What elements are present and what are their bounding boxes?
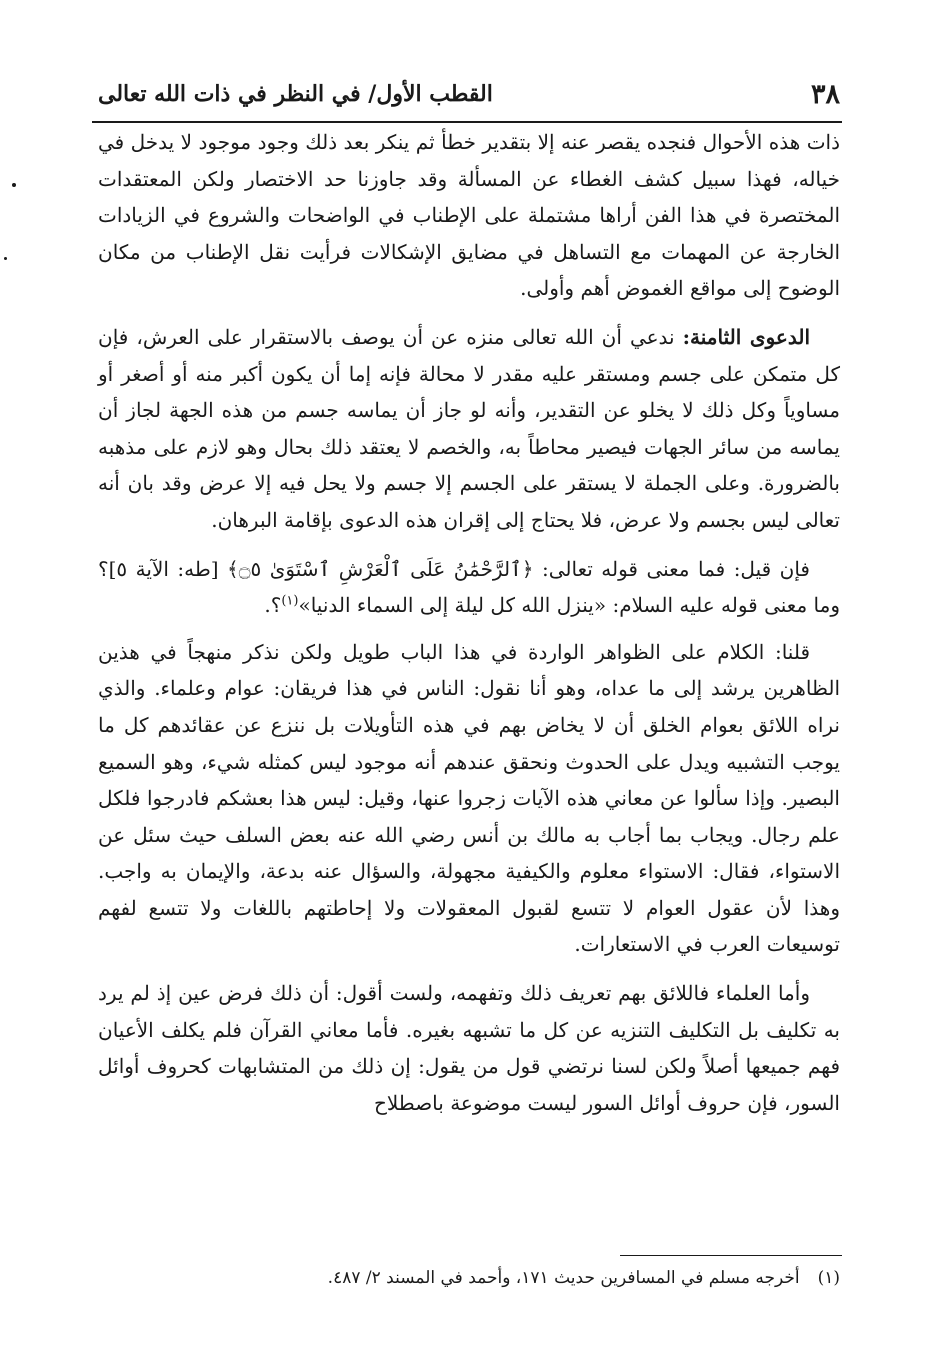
body-text: [98, 124, 840, 1133]
paragraph-text: ندعي أن الله تعالى منزه عن أن يوصف بالاستقرار على العرش، فإن كل متمكن على جسم ومستقر عليه مقدر لا محالة فإنه إما أن يكون أكبر منه أو أصغر أو مساوياً وكل ذلك لا يخلو عن التقدير، وأنه لو جاز أن يماسه جسم من هذه الجهة لجاز أن يماسه من سائر الجهات فيصير محاطاً به، والخصم لا يعتقد ذلك بحال وهو لازم على مذهبه بالضرورة. وعلى الجملة لا يستقر على الجسم إلا جسم ولا يحل فيه إلا عرض وقد بان أنه تعالى ليس بجسم ولا عرض، فلا يحتاج إلى إقران هذه الدعوى بإقامة البرهان.: [98, 324, 840, 532]
footnote-rule: [620, 1255, 842, 1256]
paragraph-text: قلنا: الكلام على الظواهر الواردة في هذا الباب طويل ولكن نذكر منهجاً في هذين الظاهرين يرشد إلى ما عداه، وهو أنا نقول: الناس في هذا فريقان: عوام وعلماء. والذي نراه اللائق بعوام الخلق أن لا يخاض بهم في هذه التأويلات بل ننزع عن عقائدهم كل ما يوجب التشبيه ويدل على الحدوث ونحقق عندهم أنه موجود ليس كمثله شيء، وهو السميع البصير. وإذا سألوا عن معاني هذه الآيات زجروا عنها، وقيل: ليس هذا بعشكم فادرجوا فلكل علم رجال. ويجاب بما أجاب به مالك بن أنس رضي الله عنه بعض السلف حيث سئل عن الاستواء، فقال: الاستواء معلوم والكيفية مجهولة، والسؤال عنه بدعة، والإيمان به واجب. وهذا لأن عقول العوام لا تتسع لقبول المعقولات ولا إحاطتهم باللغات ولا تتسع لفهم توسيعات العرب في الاستعارات.: [98, 639, 841, 957]
footnote-marker: (١): [817, 1268, 840, 1288]
header-rule: [92, 121, 842, 123]
paragraph-text: ذات هذه الأحوال فنجده يقصر عنه إلا بتقدير خطأ ثم ينكر بعد ذلك وجود موجود لا يدخل في خياله، فهذا سبيل كشف الغطاء عن المسألة وقد جاوزنا حد الاختصار ولكن المعتقدات المختصرة في هذا الفن أراها مشتملة على الإطناب في الواضحات والشروع في الزيادات الخارجة عن المهمات مع التساهل في مضايق الإشكالات فرأيت نقل الإطناب من مكان الوضوح إلى مواقع الغموض أهم وأولى.: [98, 130, 840, 301]
paragraph-3: [98, 551, 840, 624]
paragraph-text: [طه: الآية ٥]؟ وما معنى قوله عليه السلام: «ينزل الله كل ليلة إلى السماء الدنيا»: [98, 556, 840, 618]
page-header: [98, 74, 840, 114]
paragraph-text: ؟.: [264, 593, 282, 618]
paragraph-1: [98, 124, 840, 307]
margin-speck: [12, 183, 16, 187]
margin-speck: [4, 257, 7, 260]
paragraph-4: [98, 634, 840, 963]
page-number: ٣٨: [810, 78, 840, 110]
footnote-reference: (١): [281, 593, 299, 609]
paragraph-5: [98, 975, 840, 1121]
running-title: القطب الأول/ في النظر في ذات الله تعالى: [98, 81, 493, 107]
quran-verse: ﴿ٱلرَّحْمَٰنُ عَلَى ٱلْعَرْشِ ٱسْتَوَىٰ ۝٥﴾: [227, 556, 534, 581]
claim-heading: الدعوى الثامنة:: [682, 324, 810, 349]
paragraph-2: [98, 319, 840, 539]
paragraph-text: وأما العلماء فاللائق بهم تعريف ذلك وتفهمه، ولست أقول: أن ذلك فرض عين إذ لم يرد به تكليف بل التكليف التنزيه عن كل ما تشبهه بغيره. فأما معاني القرآن فلم يكلف الأعيان فهم جميعها أصلاً ولكن لسنا نرتضي قول من يقول: إن ذلك من المتشابهات كحروف أوائل السور، فإن حروف أوائل السور ليست موضوعة باصطلاح: [98, 981, 840, 1115]
footnote: [98, 1262, 840, 1294]
footnote-text: أخرجه مسلم في المسافرين حديث ١٧١، وأحمد في المسند ٢/ ٤٨٧.: [327, 1268, 800, 1288]
paragraph-text: فإن قيل: فما معنى قوله تعالى:: [533, 556, 810, 581]
